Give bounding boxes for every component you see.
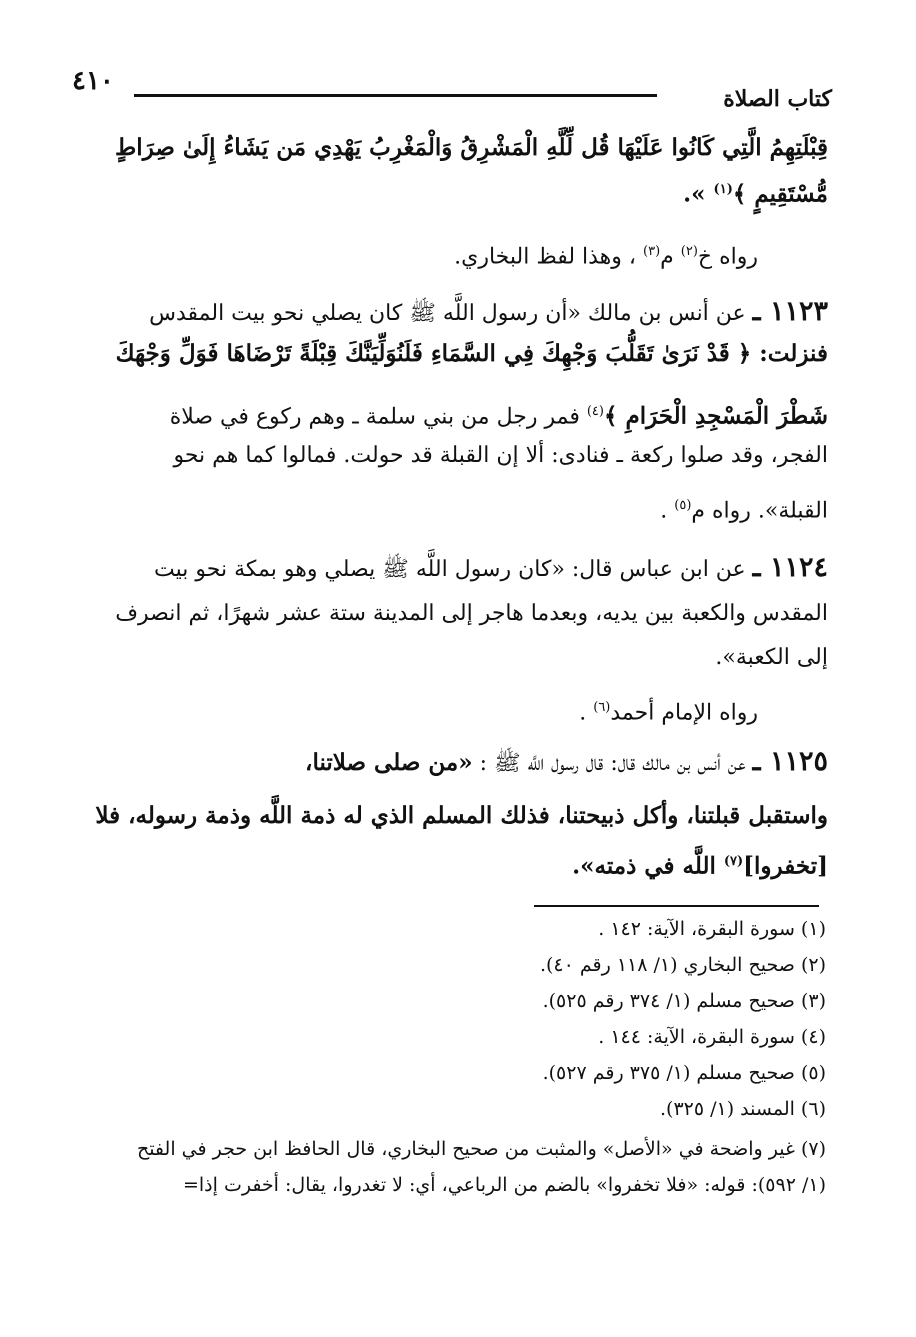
hadith-1123-line-3 <box>170 392 828 437</box>
hadith-text: عن أنس بن مالك «أن رسول اللَّه ﷺ كان يصلي نحو بيت المقدس <box>149 301 753 326</box>
hadith-1125-line-2 <box>95 796 828 836</box>
footnote-7-cont: (١/ ٥٩٢): قوله: «فلا تخفروا» بالضم من الرباعي، أي: لا تغدروا، يقال: أخفرت إذا= <box>182 1174 826 1196</box>
hadith-text: عن ابن عباس قال: «كان رسول اللَّه ﷺ يصلي وهو بمكة نحو بيت <box>154 557 753 582</box>
hadith-1124-line-1 <box>154 548 828 590</box>
hadith-1123-line-1 <box>149 292 828 334</box>
verse-end: ». <box>683 180 714 208</box>
hadith-text: إلى الكعبة». <box>715 645 828 670</box>
hadith-1124-line-2 <box>115 594 828 634</box>
hadith-text: المقدس والكعبة بين يديه، وبعدما هاجر إلى المدينة ستة عشر شهرًا، ثم انصرف <box>115 601 828 626</box>
footnote-marker: (٦) <box>593 700 611 715</box>
hadith-1125-line-1 <box>305 742 828 784</box>
hadith-text: عن أنس بن مالك قال: قال رسول اللَّه ﷺ : <box>472 751 753 776</box>
footnote-2: (٢) صحيح البخاري (١/ ١١٨ رقم ٤٠). <box>539 954 826 976</box>
footnote-3: (٣) صحيح مسلم (١/ ٣٧٤ رقم ٥٢٥). <box>542 990 826 1012</box>
hadith-number: ١١٢٤ ـ <box>752 552 828 583</box>
ref-text: رواه خ <box>697 244 758 270</box>
footnote-4: (٤) سورة البقرة، الآية: ١٤٤ . <box>598 1026 826 1048</box>
hadith-text: [تخفروا] <box>743 852 828 880</box>
footnote-marker: (٢) <box>680 244 698 259</box>
hadith-number: ١١٢٣ ـ <box>752 296 828 327</box>
verse-line-2 <box>683 170 828 215</box>
hadith-text: «من صلى صلاتنا، <box>305 749 473 776</box>
footnote-5: (٥) صحيح مسلم (١/ ٣٧٥ رقم ٥٢٧). <box>542 1062 826 1084</box>
ref-text: م <box>660 244 681 270</box>
ref-text: ، وهذا لفظ البخاري. <box>454 244 643 270</box>
hadith-text: فمر رجل من بني سلمة ـ وهم ركوع في صلاة <box>169 404 587 430</box>
footnote-marker: (٧) <box>723 854 744 869</box>
page-header <box>72 66 832 110</box>
verse-text: مُّسْتَقِيمٍ ﴾ <box>732 180 828 208</box>
page-number: ٤١٠ <box>72 66 114 96</box>
hadith-1125-line-3 <box>572 842 828 887</box>
footnote-1: (١) سورة البقرة، الآية: ١٤٢ . <box>598 918 826 940</box>
hadith-number: ١١٢٥ ـ <box>752 746 828 777</box>
hadith-text: . <box>660 498 675 524</box>
verse-line-1 <box>115 128 828 168</box>
hadith-text: اللَّه في ذمته». <box>572 852 724 880</box>
book-title: كتاب الصلاة <box>723 86 832 112</box>
ref-text: . <box>579 700 594 726</box>
hadith-1123-line-4 <box>173 436 828 476</box>
verse-text: فنزلت: ﴿ قَدْ نَرَىٰ تَقَلُّبَ وَجْهِكَ فِي السَّمَاءِ فَلَنُوَلِّيَنَّكَ قِبْلَةً تَرْضَاهَا فَوَلِّ وَجْهَكَ <box>115 340 828 367</box>
hadith-text: القبلة». رواه م <box>691 498 828 524</box>
hadith-text: الفجر، وقد صلوا ركعة ـ فنادى: ألا إن القبلة قد حولت. فمالوا كما هم نحو <box>173 443 828 468</box>
verse-text: شَطْرَ الْمَسْجِدِ الْحَرَامِ ﴾ <box>603 402 828 430</box>
header-rule <box>134 94 657 97</box>
footnote-6: (٦) المسند (١/ ٣٢٥). <box>659 1098 826 1120</box>
footnote-separator <box>534 905 819 907</box>
hadith-1124-reference <box>579 688 758 733</box>
hadith-1122-reference <box>454 232 758 277</box>
hadith-1124-line-3 <box>715 638 828 678</box>
ref-text: رواه الإمام أحمد <box>610 700 758 726</box>
footnote-7: (٧) غير واضحة في «الأصل» والمثبت من صحيح البخاري، قال الحافظ ابن حجر في الفتح <box>136 1138 826 1160</box>
hadith-text: واستقبل قبلتنا، وأكل ذبيحتنا، فذلك المسلم الذي له ذمة اللَّه وذمة رسوله، فلا <box>95 802 828 829</box>
footnote-marker: (١) <box>713 182 733 197</box>
footnote-marker: (٣) <box>643 244 661 259</box>
footnote-marker: (٥) <box>674 498 692 513</box>
verse-text: قِبْلَتِهِمُ الَّتِي كَانُوا عَلَيْهَا قُل لِّلَّهِ الْمَشْرِقُ وَالْمَغْرِبُ يَهْدِي مَن يَشَاءُ إِلَىٰ صِرَاطٍ <box>115 134 828 161</box>
hadith-1123-line-5 <box>660 486 828 531</box>
footnote-marker: (٤) <box>586 404 604 419</box>
hadith-1123-line-2 <box>116 334 828 375</box>
